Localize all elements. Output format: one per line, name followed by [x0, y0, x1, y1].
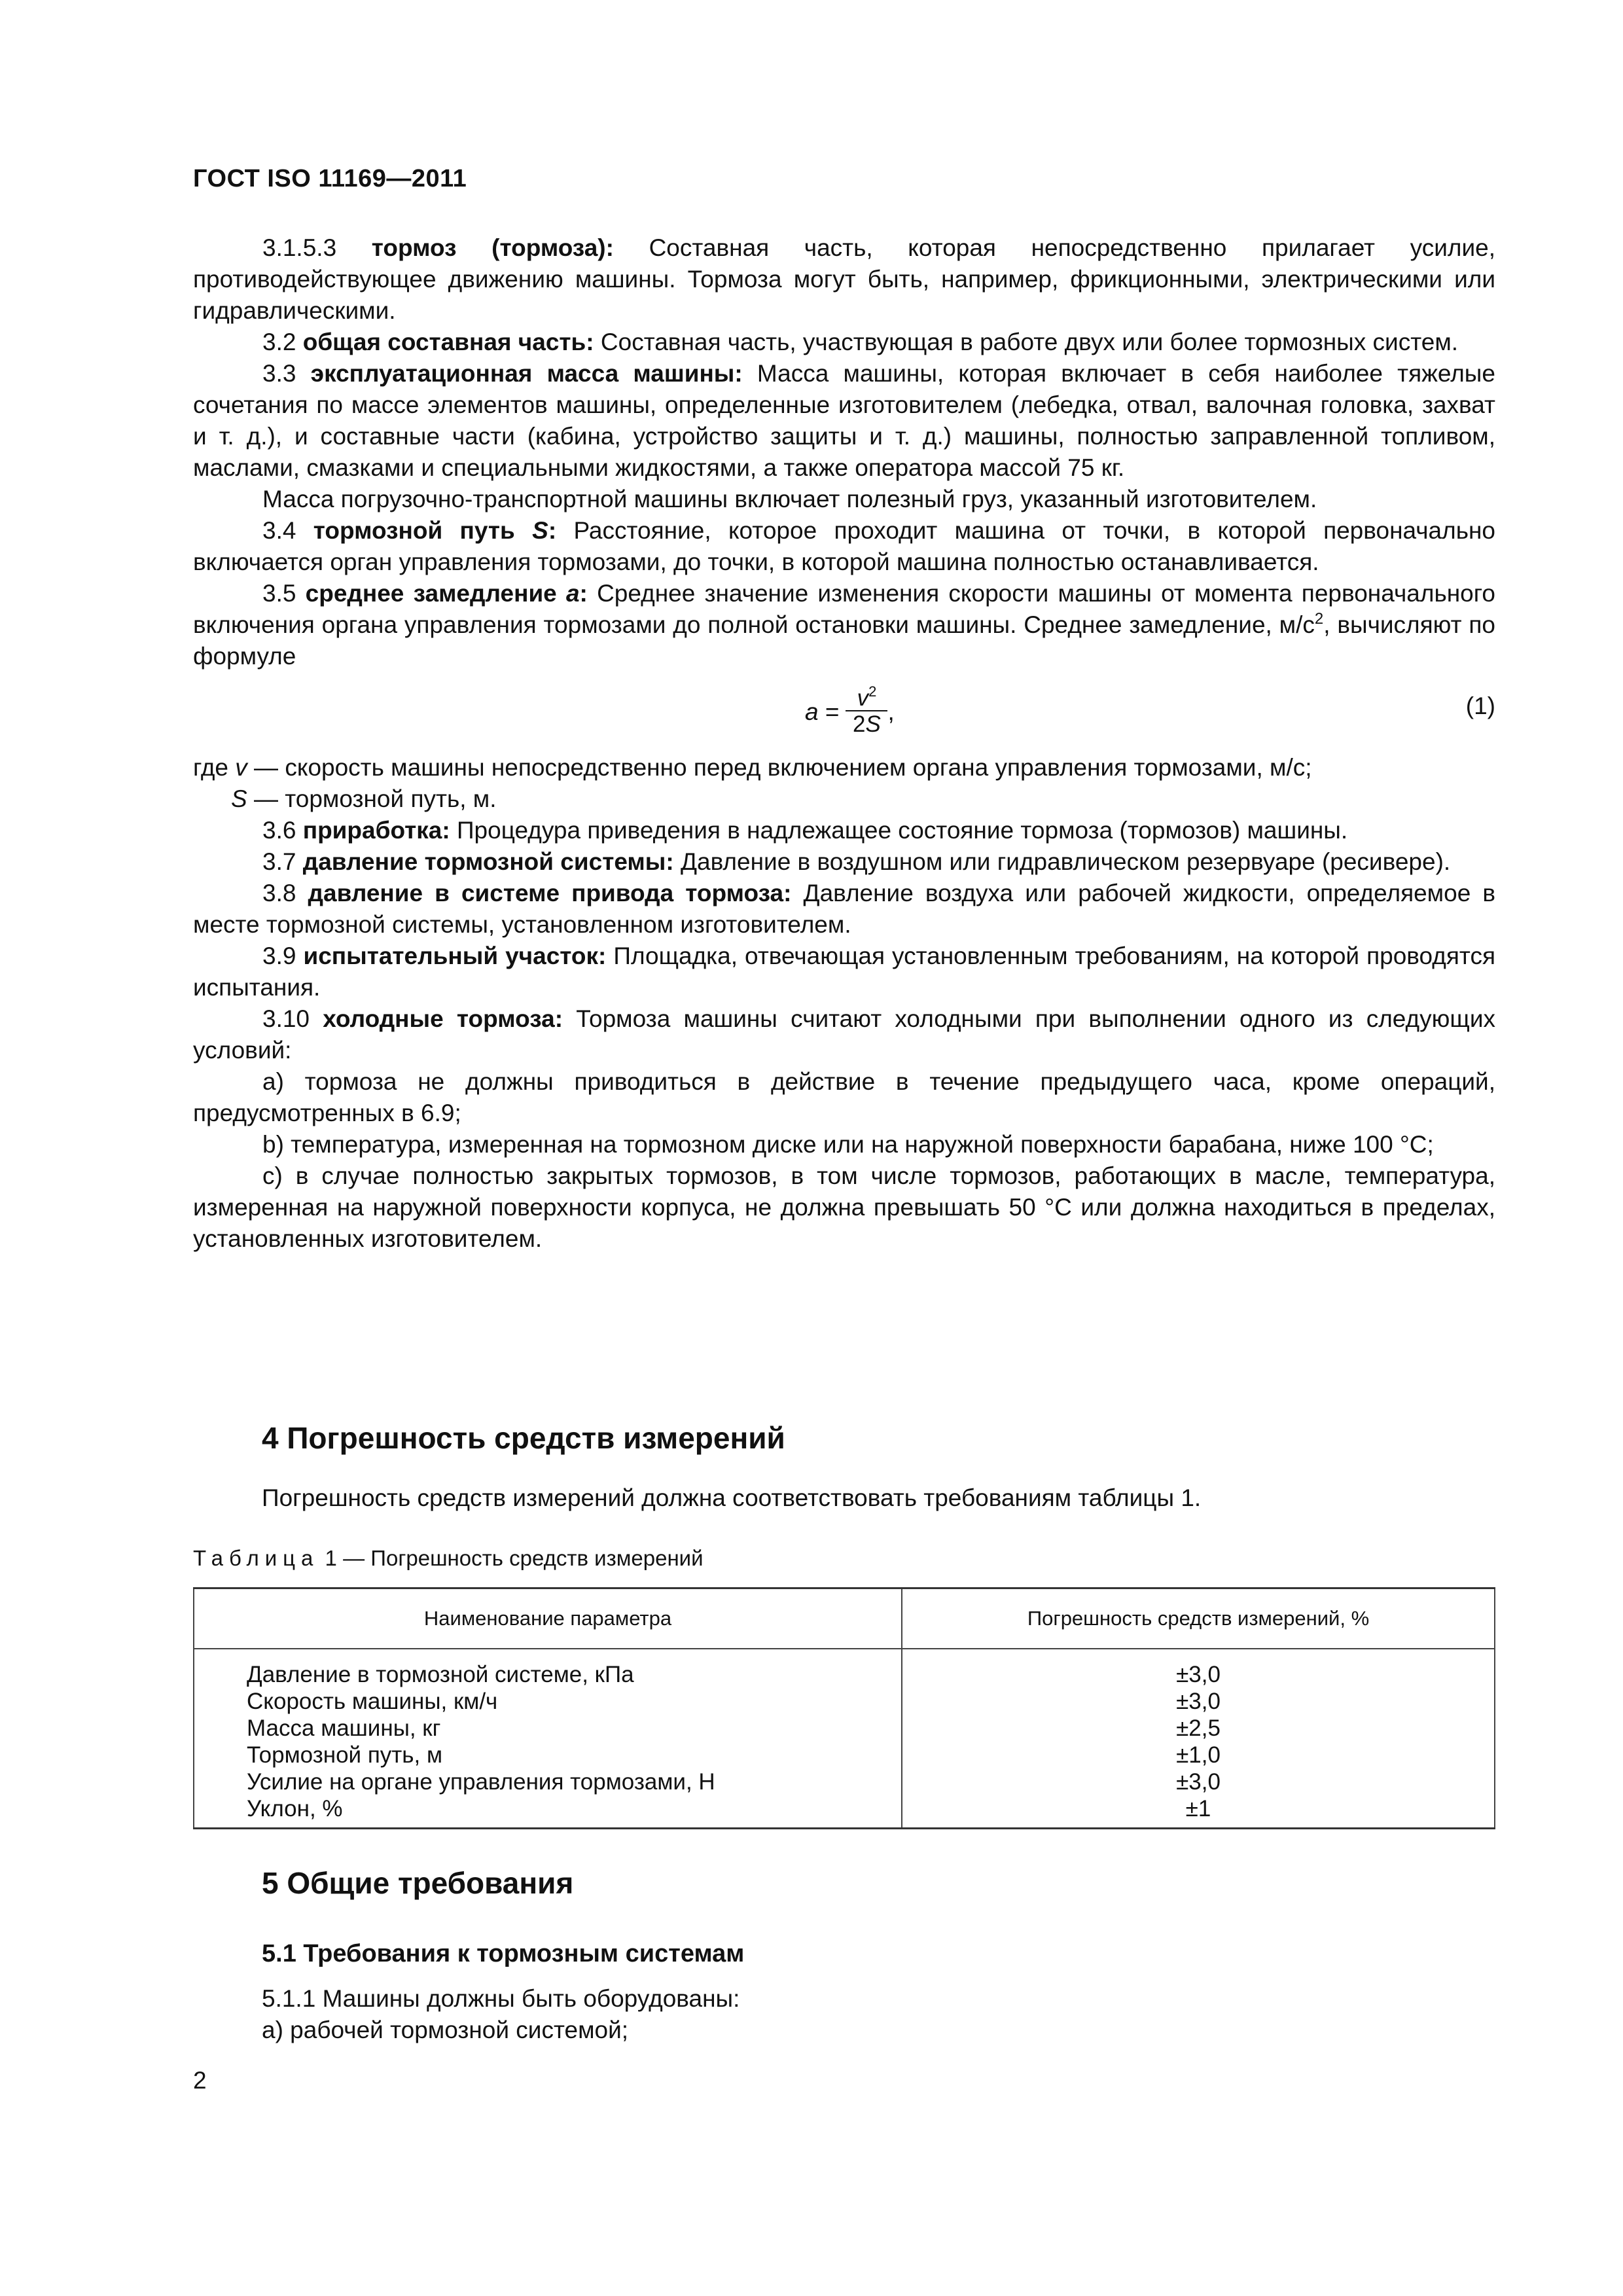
- paragraph-3-4: 3.4 тормозной путь S: Расстояние, которое проходит машина от точки, в которой первоначально включается орган управления тормозами, до точки, в которой машина полностью останавливается.: [193, 517, 1496, 575]
- term: эксплуатационная масса машины:: [310, 360, 743, 387]
- equation-number: (1): [1465, 692, 1495, 719]
- accuracy-value: ±3,0: [1176, 1662, 1221, 1687]
- parameter-name: Тормозной путь, м: [247, 1742, 443, 1768]
- paragraph-3-9: 3.9 испытательный участок: Площадка, отвечающая установленным требованиям, на которой проводятся испытания.: [193, 942, 1495, 1001]
- accuracy-values-cell: [902, 1649, 1495, 1829]
- parameter-name: Усилие на органе управления тормозами, Н: [247, 1769, 715, 1795]
- paragraph-3-1-5-3: 3.1.5.3 тормоз (тормоза): Составная часть, которая непосредственно прилагает усилие, противодействующее движению машины. Тормоза могут быть, например, фрикционными, электрическими или гидравлическими.: [193, 234, 1495, 324]
- table-1-caption: Таблица 1 — Погрешность средств измерений: [193, 1546, 704, 1570]
- parameter-name: Уклон, %: [247, 1796, 343, 1821]
- formula-expression: a = $\frac{v^2}{2S}$ ,: [805, 683, 895, 737]
- formula-1: [193, 677, 1495, 749]
- parameter-names-cell: [194, 1649, 902, 1829]
- document-header: ГОСТ ISO 11169—2011: [193, 165, 467, 192]
- paragraph-3-10: 3.10 холодные тормоза: Тормоза машины считают холодными при выполнении одного из следующих условий:: [193, 1005, 1496, 1064]
- paragraph-3-7: 3.7 давление тормозной системы: Давление в воздушном или гидравлическом резервуаре (ресивере).: [262, 848, 1451, 875]
- condition-b: b) температура, измеренная на тормозном диске или на наружной поверхности барабана, ниже 100 °С;: [262, 1131, 1434, 1158]
- column-header-accuracy: Погрешность средств измерений, %: [902, 1588, 1495, 1649]
- term: испытательный участок:: [303, 942, 607, 969]
- term: давление в системе привода тормоза:: [308, 880, 792, 906]
- definitions-block: [193, 232, 1495, 1255]
- accuracy-value: ±3,0: [1176, 1689, 1221, 1714]
- paragraph-3-3-note: Масса погрузочно-транспортной машины включает полезный груз, указанный изготовителем.: [262, 486, 1317, 512]
- paragraph-3-2: 3.2 общая составная часть: Составная часть, участвующая в работе двух или более тормозных систем.: [262, 329, 1459, 355]
- page-number: 2: [193, 2067, 207, 2094]
- term: общая составная часть:: [302, 329, 594, 355]
- accuracy-value: ±3,0: [1176, 1769, 1221, 1795]
- term: давление тормозной системы:: [302, 848, 674, 875]
- list-item-a: а) рабочей тормозной системой;: [262, 2017, 629, 2043]
- term: среднее замедление: [305, 580, 566, 607]
- column-header-parameter: Наименование параметра: [194, 1588, 902, 1649]
- parameter-name: Масса машины, кг: [247, 1715, 441, 1741]
- section-5-text: [262, 1983, 740, 2046]
- condition-a: а) тормоза не должны приводиться в действие в течение предыдущего часа, кроме операций, предусмотренных в 6.9;: [193, 1068, 1495, 1126]
- accuracy-value: ±1,0: [1176, 1742, 1221, 1768]
- paragraph-3-5: 3.5 среднее замедление a: Среднее значение изменения скорости машины от момента первоначального включения органа управления тормозами до полной остановки машины. Среднее замедление, $м/с^2$, вычисляют по формуле: [193, 580, 1495, 670]
- term: холодные тормоза:: [323, 1005, 563, 1032]
- term: приработка:: [302, 817, 450, 844]
- section-4-text: Погрешность средств измерений должна соответствовать требованиям таблицы 1.: [262, 1484, 1202, 1511]
- measurement-accuracy-table: [193, 1587, 1495, 1829]
- accuracy-value: ±1: [1185, 1796, 1211, 1821]
- accuracy-value: ±2,5: [1176, 1715, 1221, 1741]
- paragraph-3-3: 3.3 эксплуатационная масса машины: Масса машины, которая включает в себя наиболее тяжелые сочетания по массе элементов машины, определенные изготовителем (лебедка, отвал, валочная головка, захват и т. д.), и составные части (кабина, устройство защиты и т. д.) машины, полностью заправленной топливом, маслами, смазками и специальными жидкостями, а также оператора массой 75 кг.: [193, 360, 1495, 481]
- fraction: $\frac{v^2}{2S}$: [846, 687, 887, 738]
- where-s: S — тормозной путь, м.: [231, 785, 497, 812]
- table-row: [194, 1649, 1495, 1829]
- term: тормоз (тормоза):: [371, 234, 614, 261]
- paragraph-3-6: 3.6 приработка: Процедура приведения в надлежащее состояние тормоза (тормозов) машины.: [262, 817, 1348, 844]
- term: тормозной путь: [313, 517, 533, 544]
- paragraph-5-1-1: 5.1.1 Машины должны быть оборудованы:: [262, 1985, 740, 2012]
- paragraph-3-8: 3.8 давление в системе привода тормоза: Давление воздуха или рабочей жидкости, определяемое в месте тормозной системы, установленном изготовителем.: [193, 880, 1495, 938]
- table-header-row: [194, 1588, 1495, 1649]
- section-4-heading: 4 Погрешность средств измерений: [262, 1421, 785, 1455]
- where-v: где v — скорость машины непосредственно перед включением органа управления тормозами, м/с;: [193, 754, 1312, 781]
- condition-c: с) в случае полностью закрытых тормозов, в том числе тормозов, работающих в масле, температура, измеренная на наружной поверхности корпуса, не должна превышать 50 °С или должна находиться в пределах, установленных изготовителем.: [193, 1162, 1495, 1252]
- section-5-heading: 5 Общие требования: [262, 1866, 574, 1900]
- parameter-name: Скорость машины, км/ч: [247, 1689, 498, 1714]
- section-5-1-heading: 5.1 Требования к тормозным системам: [262, 1940, 745, 1967]
- parameter-name: Давление в тормозной системе, кПа: [247, 1662, 634, 1687]
